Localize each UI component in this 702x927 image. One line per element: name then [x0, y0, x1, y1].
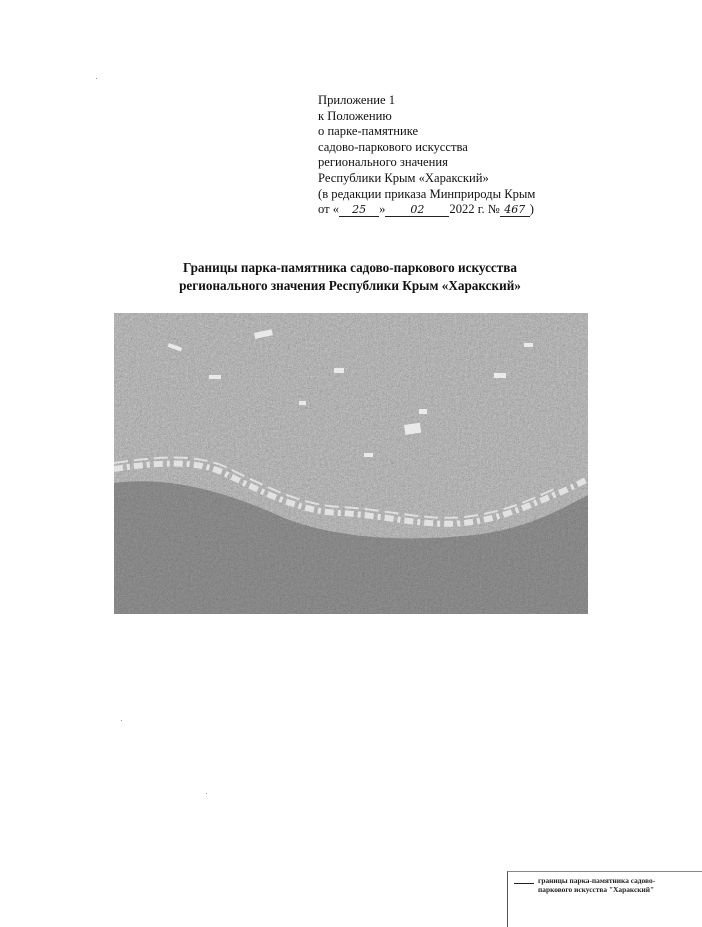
scan-speck	[206, 793, 207, 794]
scan-speck	[96, 78, 97, 79]
title-line-2: регионального значения Республики Крым «Харакский»	[179, 277, 521, 293]
header-line-2: к Положению	[318, 108, 392, 123]
legend-label	[538, 876, 698, 894]
header-line-3: о парке-памятнике	[318, 124, 419, 139]
appendix-header	[318, 93, 618, 218]
handwritten-month: 02	[385, 204, 449, 217]
date-day-close: »	[379, 202, 386, 217]
header-line-1: Приложение 1	[318, 93, 396, 107]
date-prefix: от «	[318, 202, 340, 217]
header-date-line	[318, 202, 618, 218]
title-line-1: Границы парка-памятника садово-паркового искусства	[183, 260, 517, 275]
date-year-number: 2022 г. №	[449, 202, 500, 217]
document-title	[130, 259, 570, 294]
legend-label-line-1: границы парка-памятника садово-	[538, 876, 656, 885]
map-legend	[507, 871, 702, 927]
legend-label-line-2: паркового искусства "Харакский"	[538, 885, 655, 894]
header-line-4: садово-паркового искусства	[318, 139, 468, 154]
header-line-7: (в редакции приказа Минприроды Крым	[318, 186, 536, 201]
satellite-map	[114, 313, 656, 894]
handwritten-day: 25	[339, 204, 379, 217]
date-close-paren: )	[529, 202, 534, 217]
satellite-image	[114, 313, 588, 614]
legend-boundary-swatch	[514, 883, 534, 884]
scan-speck	[121, 720, 122, 721]
header-line-6: Республики Крым «Харакский»	[318, 170, 489, 185]
handwritten-number: 467	[500, 204, 530, 217]
header-line-5: регионального значения	[318, 155, 448, 170]
